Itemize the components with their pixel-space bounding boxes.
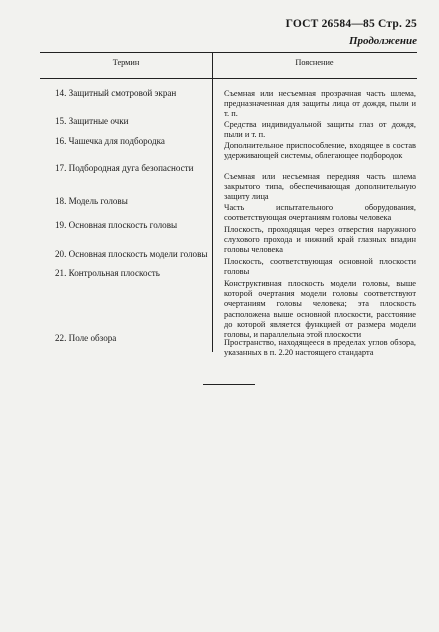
term-14: 14. Защитный смотровой экран	[55, 88, 177, 98]
end-rule	[203, 384, 255, 385]
header-rule	[40, 78, 417, 79]
term-21: 21. Контрольная плоскость	[55, 268, 160, 278]
explanation-19: Плоскость, проходящая через отверстия наружного слухового прохода и нижний край глазных впадин головы человека	[224, 225, 416, 255]
page-header: ГОСТ 26584—85 Стр. 25	[285, 18, 417, 30]
term-16: 16. Чашечка для подбородка	[55, 136, 165, 146]
explanation-14: Съемная или несъемная прозрачная часть шлема, предназначенная для защиты лица от дождя, пыли и т. п.	[224, 89, 416, 119]
term-15: 15. Защитные очки	[55, 116, 129, 126]
term-19: 19. Основная плоскость головы	[55, 220, 178, 230]
term-20: 20. Основная плоскость модели головы	[55, 249, 208, 259]
explanation-20: Плоскость, соответствующая основной плоскости головы	[224, 257, 416, 277]
column-header-term: Термин	[112, 58, 140, 67]
explanation-16: Дополнительное приспособление, входящее в состав удерживающей системы, облегающее подбородок	[224, 141, 416, 161]
term-17: 17. Подбородная дуга безопасности	[55, 163, 194, 173]
terms-table	[40, 52, 417, 422]
column-header-explanation: Пояснение	[295, 58, 334, 67]
explanation-15: Средства индивидуальной защиты глаз от дождя, пыли и т. п.	[224, 120, 416, 140]
term-18: 18. Модель головы	[55, 196, 128, 206]
explanation-17: Съемная или несъемная передняя часть шлема закрытого типа, обеспечивающая дополнительную защиту лица	[224, 172, 416, 202]
continuation-label: Продолжение	[348, 35, 417, 47]
explanation-21: Конструктивная плоскость модели головы, выше которой очертания модели головы соответствуют очертаниям головы человека; эта плоскость расположена выше основной плоскости, расстояние до которой является функцией от размера модели головы, и параллельна этой плоскости	[224, 279, 416, 340]
term-22: 22. Поле обзора	[55, 333, 117, 343]
explanation-22: Пространство, находящееся в пределах углов обзора, указанных в п. 2.20 настоящего стандарта	[224, 338, 416, 358]
table-top-rule	[40, 52, 417, 53]
explanation-18: Часть испытательного оборудования, соответствующая очертаниям головы человека	[224, 203, 416, 223]
